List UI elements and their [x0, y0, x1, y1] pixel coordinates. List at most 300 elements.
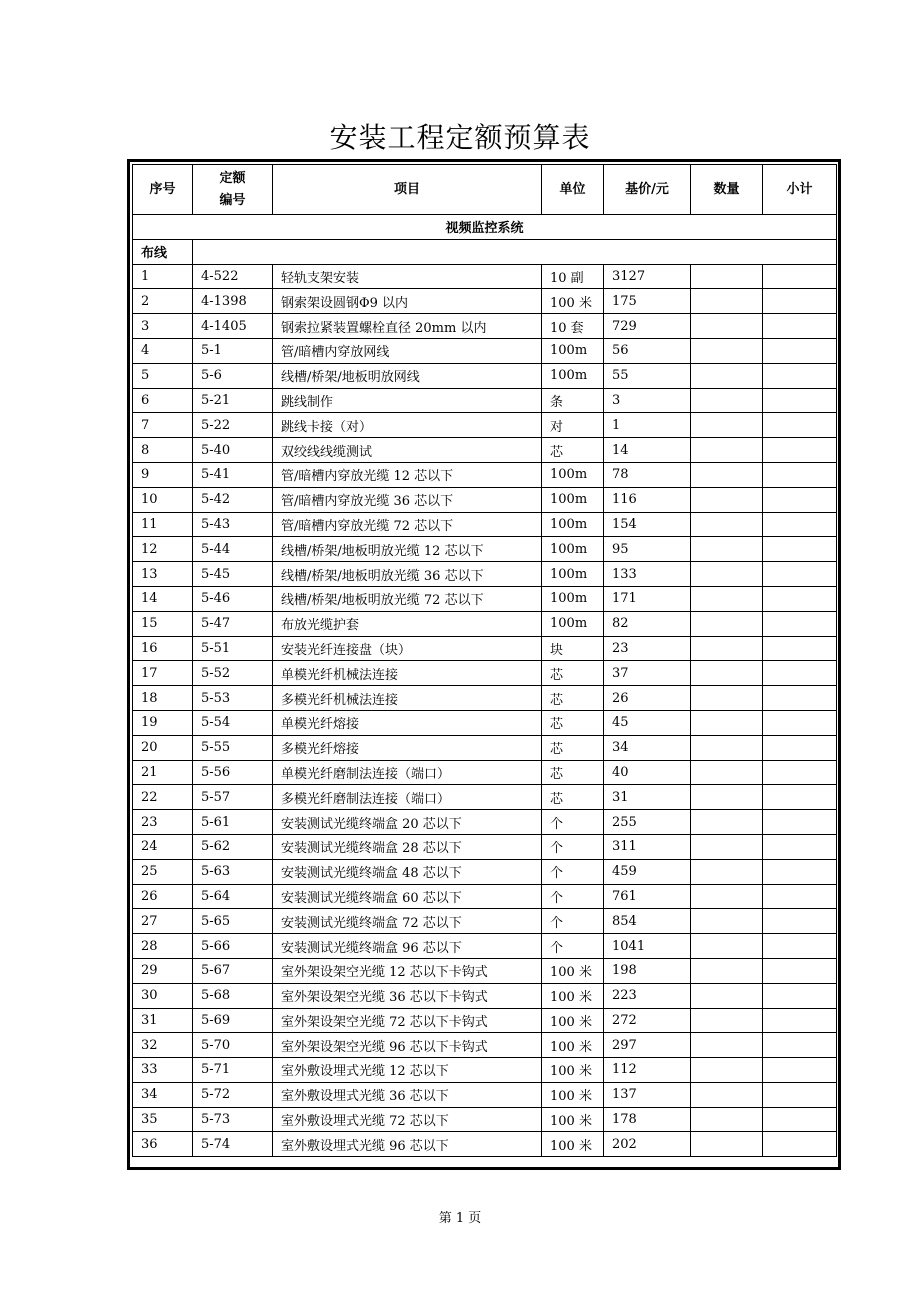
table-header-row: [133, 165, 837, 215]
cell-seq: 15: [133, 611, 193, 636]
cell-item: 管/暗槽内穿放光缆 12 芯以下: [273, 462, 542, 487]
cell-price: 45: [604, 710, 691, 735]
table-row: [133, 438, 837, 463]
cell-item: 安装测试光缆终端盒 48 芯以下: [273, 859, 542, 884]
table-row: [133, 1082, 837, 1107]
cell-code: 4-1398: [193, 289, 273, 314]
table-row: [133, 785, 837, 810]
cell-unit: 100m: [542, 338, 604, 363]
cell-item: 线槽/桥架/地板明放光缆 36 芯以下: [273, 562, 542, 587]
cell-subtotal: [763, 1033, 837, 1058]
cell-price: 1: [604, 413, 691, 438]
table-row: [133, 487, 837, 512]
header-code-line2: 编号: [219, 192, 246, 208]
cell-code: 5-63: [193, 859, 273, 884]
cell-item: 室外敷设埋式光缆 12 芯以下: [273, 1058, 542, 1083]
cell-price: 23: [604, 636, 691, 661]
cell-item: 管/暗槽内穿放光缆 72 芯以下: [273, 512, 542, 537]
cell-subtotal: [763, 661, 837, 686]
cell-subtotal: [763, 438, 837, 463]
cell-code: 5-22: [193, 413, 273, 438]
cell-unit: 个: [542, 859, 604, 884]
cell-seq: 2: [133, 289, 193, 314]
header-item: 项目: [273, 165, 542, 215]
cell-unit: 10 副: [542, 264, 604, 289]
cell-code: 4-1405: [193, 314, 273, 339]
cell-subtotal: [763, 388, 837, 413]
cell-item: 轻轨支架安装: [273, 264, 542, 289]
cell-item: 管/暗槽内穿放网线: [273, 338, 542, 363]
table-row: [133, 1033, 837, 1058]
cell-item: 布放光缆护套: [273, 611, 542, 636]
cell-price: 95: [604, 537, 691, 562]
cell-price: 82: [604, 611, 691, 636]
header-seq: 序号: [133, 165, 193, 215]
cell-seq: 19: [133, 710, 193, 735]
cell-price: 729: [604, 314, 691, 339]
cell-qty: [691, 983, 763, 1008]
cell-seq: 23: [133, 810, 193, 835]
cell-seq: 13: [133, 562, 193, 587]
cell-subtotal: [763, 487, 837, 512]
cell-unit: 100m: [542, 611, 604, 636]
cell-item: 单模光纤机械法连接: [273, 661, 542, 686]
cell-qty: [691, 810, 763, 835]
subsection-row: [133, 239, 837, 264]
cell-code: 5-52: [193, 661, 273, 686]
cell-qty: [691, 1107, 763, 1132]
cell-seq: 18: [133, 686, 193, 711]
cell-code: 5-54: [193, 710, 273, 735]
cell-subtotal: [763, 810, 837, 835]
cell-code: 5-42: [193, 487, 273, 512]
cell-price: 175: [604, 289, 691, 314]
cell-item: 室外敷设埋式光缆 96 芯以下: [273, 1132, 542, 1157]
cell-seq: 17: [133, 661, 193, 686]
cell-qty: [691, 438, 763, 463]
table-row: [133, 884, 837, 909]
page-footer: [0, 1207, 920, 1226]
cell-subtotal: [763, 785, 837, 810]
cell-item: 钢索架设圆钢Φ9 以内: [273, 289, 542, 314]
table-row: [133, 611, 837, 636]
cell-unit: 100m: [542, 462, 604, 487]
table-row: [133, 1058, 837, 1083]
cell-qty: [691, 785, 763, 810]
cell-unit: 100m: [542, 487, 604, 512]
cell-code: 5-71: [193, 1058, 273, 1083]
cell-seq: 5: [133, 363, 193, 388]
cell-qty: [691, 661, 763, 686]
cell-qty: [691, 834, 763, 859]
cell-subtotal: [763, 710, 837, 735]
cell-price: 55: [604, 363, 691, 388]
cell-code: 5-46: [193, 586, 273, 611]
cell-seq: 8: [133, 438, 193, 463]
cell-code: 5-64: [193, 884, 273, 909]
table-row: [133, 562, 837, 587]
cell-code: 4-522: [193, 264, 273, 289]
cell-seq: 4: [133, 338, 193, 363]
table-row: [133, 512, 837, 537]
cell-qty: [691, 710, 763, 735]
cell-seq: 11: [133, 512, 193, 537]
cell-code: 5-69: [193, 1008, 273, 1033]
cell-code: 5-55: [193, 735, 273, 760]
cell-code: 5-56: [193, 760, 273, 785]
cell-code: 5-1: [193, 338, 273, 363]
cell-price: 133: [604, 562, 691, 587]
cell-seq: 9: [133, 462, 193, 487]
cell-qty: [691, 686, 763, 711]
cell-seq: 31: [133, 1008, 193, 1033]
cell-seq: 6: [133, 388, 193, 413]
cell-seq: 10: [133, 487, 193, 512]
cell-subtotal: [763, 586, 837, 611]
section-title: 视频监控系统: [133, 215, 837, 240]
cell-unit: 100 米: [542, 1107, 604, 1132]
cell-unit: 芯: [542, 710, 604, 735]
cell-price: 761: [604, 884, 691, 909]
table-row: [133, 314, 837, 339]
subsection-title: 布线: [133, 239, 193, 264]
cell-seq: 30: [133, 983, 193, 1008]
cell-subtotal: [763, 512, 837, 537]
cell-price: 459: [604, 859, 691, 884]
table-row: [133, 388, 837, 413]
cell-seq: 22: [133, 785, 193, 810]
cell-qty: [691, 264, 763, 289]
cell-item: 单模光纤熔接: [273, 710, 542, 735]
cell-subtotal: [763, 1132, 837, 1157]
cell-item: 多模光纤磨制法连接（端口）: [273, 785, 542, 810]
cell-price: 272: [604, 1008, 691, 1033]
cell-seq: 29: [133, 958, 193, 983]
cell-item: 室外敷设埋式光缆 36 芯以下: [273, 1082, 542, 1107]
cell-seq: 27: [133, 909, 193, 934]
cell-unit: 个: [542, 909, 604, 934]
table-row: [133, 859, 837, 884]
cell-seq: 14: [133, 586, 193, 611]
cell-code: 5-44: [193, 537, 273, 562]
cell-item: 安装测试光缆终端盒 20 芯以下: [273, 810, 542, 835]
table-row: [133, 1107, 837, 1132]
cell-qty: [691, 934, 763, 959]
cell-item: 跳线卡接（对）: [273, 413, 542, 438]
cell-price: 78: [604, 462, 691, 487]
cell-subtotal: [763, 413, 837, 438]
cell-item: 安装测试光缆终端盒 28 芯以下: [273, 834, 542, 859]
cell-price: 154: [604, 512, 691, 537]
cell-item: 安装测试光缆终端盒 60 芯以下: [273, 884, 542, 909]
cell-subtotal: [763, 1107, 837, 1132]
cell-unit: 芯: [542, 785, 604, 810]
cell-qty: [691, 1132, 763, 1157]
cell-qty: [691, 338, 763, 363]
cell-subtotal: [763, 338, 837, 363]
cell-price: 198: [604, 958, 691, 983]
header-code: [193, 165, 273, 215]
cell-subtotal: [763, 1008, 837, 1033]
cell-item: 钢索拉紧装置螺栓直径 20mm 以内: [273, 314, 542, 339]
table-row: [133, 264, 837, 289]
cell-qty: [691, 909, 763, 934]
budget-table-frame: [127, 159, 841, 1170]
cell-price: 3: [604, 388, 691, 413]
cell-subtotal: [763, 562, 837, 587]
cell-item: 安装测试光缆终端盒 96 芯以下: [273, 934, 542, 959]
cell-code: 5-51: [193, 636, 273, 661]
cell-price: 137: [604, 1082, 691, 1107]
cell-unit: 个: [542, 934, 604, 959]
cell-qty: [691, 735, 763, 760]
cell-price: 171: [604, 586, 691, 611]
cell-subtotal: [763, 611, 837, 636]
table-row: [133, 413, 837, 438]
cell-qty: [691, 1033, 763, 1058]
cell-price: 854: [604, 909, 691, 934]
cell-unit: 100m: [542, 537, 604, 562]
cell-item: 安装测试光缆终端盒 72 芯以下: [273, 909, 542, 934]
cell-seq: 21: [133, 760, 193, 785]
cell-price: 178: [604, 1107, 691, 1132]
cell-qty: [691, 537, 763, 562]
table-row: [133, 909, 837, 934]
header-price: 基价/元: [604, 165, 691, 215]
cell-code: 5-67: [193, 958, 273, 983]
cell-seq: 16: [133, 636, 193, 661]
cell-subtotal: [763, 760, 837, 785]
cell-price: 14: [604, 438, 691, 463]
cell-unit: 100m: [542, 586, 604, 611]
cell-code: 5-45: [193, 562, 273, 587]
table-row: [133, 363, 837, 388]
cell-seq: 12: [133, 537, 193, 562]
table-row: [133, 338, 837, 363]
cell-seq: 34: [133, 1082, 193, 1107]
cell-price: 255: [604, 810, 691, 835]
cell-item: 室外架设架空光缆 12 芯以下卡钩式: [273, 958, 542, 983]
cell-price: 26: [604, 686, 691, 711]
cell-seq: 36: [133, 1132, 193, 1157]
footer-page-number: 1: [455, 1211, 465, 1226]
cell-price: 202: [604, 1132, 691, 1157]
cell-seq: 32: [133, 1033, 193, 1058]
cell-seq: 28: [133, 934, 193, 959]
cell-unit: 100 米: [542, 289, 604, 314]
cell-item: 室外架设架空光缆 72 芯以下卡钩式: [273, 1008, 542, 1033]
table-row: [133, 636, 837, 661]
budget-table: [132, 164, 837, 1157]
cell-subtotal: [763, 289, 837, 314]
cell-seq: 20: [133, 735, 193, 760]
cell-subtotal: [763, 934, 837, 959]
table-row: [133, 586, 837, 611]
cell-qty: [691, 1082, 763, 1107]
cell-code: 5-6: [193, 363, 273, 388]
cell-unit: 100m: [542, 562, 604, 587]
cell-subtotal: [763, 884, 837, 909]
cell-price: 37: [604, 661, 691, 686]
cell-item: 多模光纤熔接: [273, 735, 542, 760]
page-title: 安装工程定额预算表: [329, 121, 591, 154]
cell-qty: [691, 611, 763, 636]
cell-subtotal: [763, 537, 837, 562]
cell-code: 5-68: [193, 983, 273, 1008]
cell-price: 40: [604, 760, 691, 785]
cell-unit: 块: [542, 636, 604, 661]
cell-unit: 100 米: [542, 1058, 604, 1083]
cell-unit: 对: [542, 413, 604, 438]
subsection-blank: [193, 239, 837, 264]
cell-code: 5-41: [193, 462, 273, 487]
cell-code: 5-40: [193, 438, 273, 463]
cell-unit: 100 米: [542, 1033, 604, 1058]
table-row: [133, 289, 837, 314]
table-row: [133, 710, 837, 735]
cell-item: 安装光纤连接盘（块）: [273, 636, 542, 661]
cell-seq: 25: [133, 859, 193, 884]
cell-subtotal: [763, 834, 837, 859]
cell-unit: 条: [542, 388, 604, 413]
cell-qty: [691, 512, 763, 537]
cell-subtotal: [763, 958, 837, 983]
cell-unit: 10 套: [542, 314, 604, 339]
cell-subtotal: [763, 636, 837, 661]
cell-subtotal: [763, 314, 837, 339]
cell-unit: 100m: [542, 363, 604, 388]
cell-code: 5-74: [193, 1132, 273, 1157]
cell-unit: 芯: [542, 760, 604, 785]
cell-qty: [691, 884, 763, 909]
cell-unit: 个: [542, 834, 604, 859]
cell-unit: 100 米: [542, 1008, 604, 1033]
cell-code: 5-47: [193, 611, 273, 636]
header-code-line1: 定额: [219, 170, 246, 186]
table-row: [133, 1008, 837, 1033]
cell-subtotal: [763, 686, 837, 711]
cell-code: 5-53: [193, 686, 273, 711]
cell-qty: [691, 314, 763, 339]
cell-code: 5-21: [193, 388, 273, 413]
cell-qty: [691, 958, 763, 983]
table-row: [133, 537, 837, 562]
cell-unit: 100 米: [542, 1082, 604, 1107]
table-row: [133, 760, 837, 785]
cell-code: 5-61: [193, 810, 273, 835]
cell-item: 多模光纤机械法连接: [273, 686, 542, 711]
cell-unit: 芯: [542, 686, 604, 711]
table-row: [133, 934, 837, 959]
cell-subtotal: [763, 859, 837, 884]
cell-item: 室外架设架空光缆 96 芯以下卡钩式: [273, 1033, 542, 1058]
cell-price: 311: [604, 834, 691, 859]
table-row: [133, 1132, 837, 1157]
table-row: [133, 958, 837, 983]
cell-code: 5-62: [193, 834, 273, 859]
cell-qty: [691, 562, 763, 587]
cell-price: 1041: [604, 934, 691, 959]
cell-item: 线槽/桥架/地板明放光缆 72 芯以下: [273, 586, 542, 611]
footer-suffix: 页: [468, 1211, 482, 1226]
cell-qty: [691, 487, 763, 512]
cell-item: 双绞线线缆测试: [273, 438, 542, 463]
cell-qty: [691, 586, 763, 611]
cell-item: 线槽/桥架/地板明放网线: [273, 363, 542, 388]
cell-code: 5-73: [193, 1107, 273, 1132]
cell-subtotal: [763, 462, 837, 487]
cell-price: 56: [604, 338, 691, 363]
table-row: [133, 462, 837, 487]
cell-code: 5-66: [193, 934, 273, 959]
header-subtotal: 小计: [763, 165, 837, 215]
cell-qty: [691, 760, 763, 785]
cell-unit: 100m: [542, 512, 604, 537]
cell-unit: 100 米: [542, 983, 604, 1008]
cell-price: 297: [604, 1033, 691, 1058]
header-unit: 单位: [542, 165, 604, 215]
cell-unit: 芯: [542, 438, 604, 463]
cell-price: 116: [604, 487, 691, 512]
cell-subtotal: [763, 264, 837, 289]
cell-subtotal: [763, 983, 837, 1008]
table-row: [133, 661, 837, 686]
cell-price: 112: [604, 1058, 691, 1083]
cell-seq: 7: [133, 413, 193, 438]
footer-prefix: 第: [438, 1211, 452, 1226]
cell-price: 3127: [604, 264, 691, 289]
cell-item: 跳线制作: [273, 388, 542, 413]
cell-subtotal: [763, 1058, 837, 1083]
cell-seq: 26: [133, 884, 193, 909]
cell-code: 5-57: [193, 785, 273, 810]
cell-qty: [691, 1058, 763, 1083]
cell-price: 223: [604, 983, 691, 1008]
cell-item: 线槽/桥架/地板明放光缆 12 芯以下: [273, 537, 542, 562]
table-row: [133, 983, 837, 1008]
cell-seq: 35: [133, 1107, 193, 1132]
cell-subtotal: [763, 1082, 837, 1107]
cell-item: 单模光纤磨制法连接（端口）: [273, 760, 542, 785]
cell-item: 室外敷设埋式光缆 72 芯以下: [273, 1107, 542, 1132]
cell-code: 5-43: [193, 512, 273, 537]
cell-unit: 100 米: [542, 958, 604, 983]
section-row: [133, 215, 837, 240]
cell-code: 5-72: [193, 1082, 273, 1107]
cell-unit: 芯: [542, 661, 604, 686]
cell-item: 室外架设架空光缆 36 芯以下卡钩式: [273, 983, 542, 1008]
header-qty: 数量: [691, 165, 763, 215]
table-row: [133, 735, 837, 760]
cell-qty: [691, 413, 763, 438]
cell-subtotal: [763, 735, 837, 760]
cell-seq: 1: [133, 264, 193, 289]
cell-subtotal: [763, 363, 837, 388]
cell-qty: [691, 636, 763, 661]
cell-subtotal: [763, 909, 837, 934]
cell-qty: [691, 462, 763, 487]
cell-unit: 个: [542, 810, 604, 835]
cell-seq: 24: [133, 834, 193, 859]
cell-code: 5-65: [193, 909, 273, 934]
cell-seq: 3: [133, 314, 193, 339]
cell-unit: 个: [542, 884, 604, 909]
cell-qty: [691, 388, 763, 413]
cell-qty: [691, 289, 763, 314]
cell-unit: 芯: [542, 735, 604, 760]
cell-qty: [691, 363, 763, 388]
cell-qty: [691, 859, 763, 884]
